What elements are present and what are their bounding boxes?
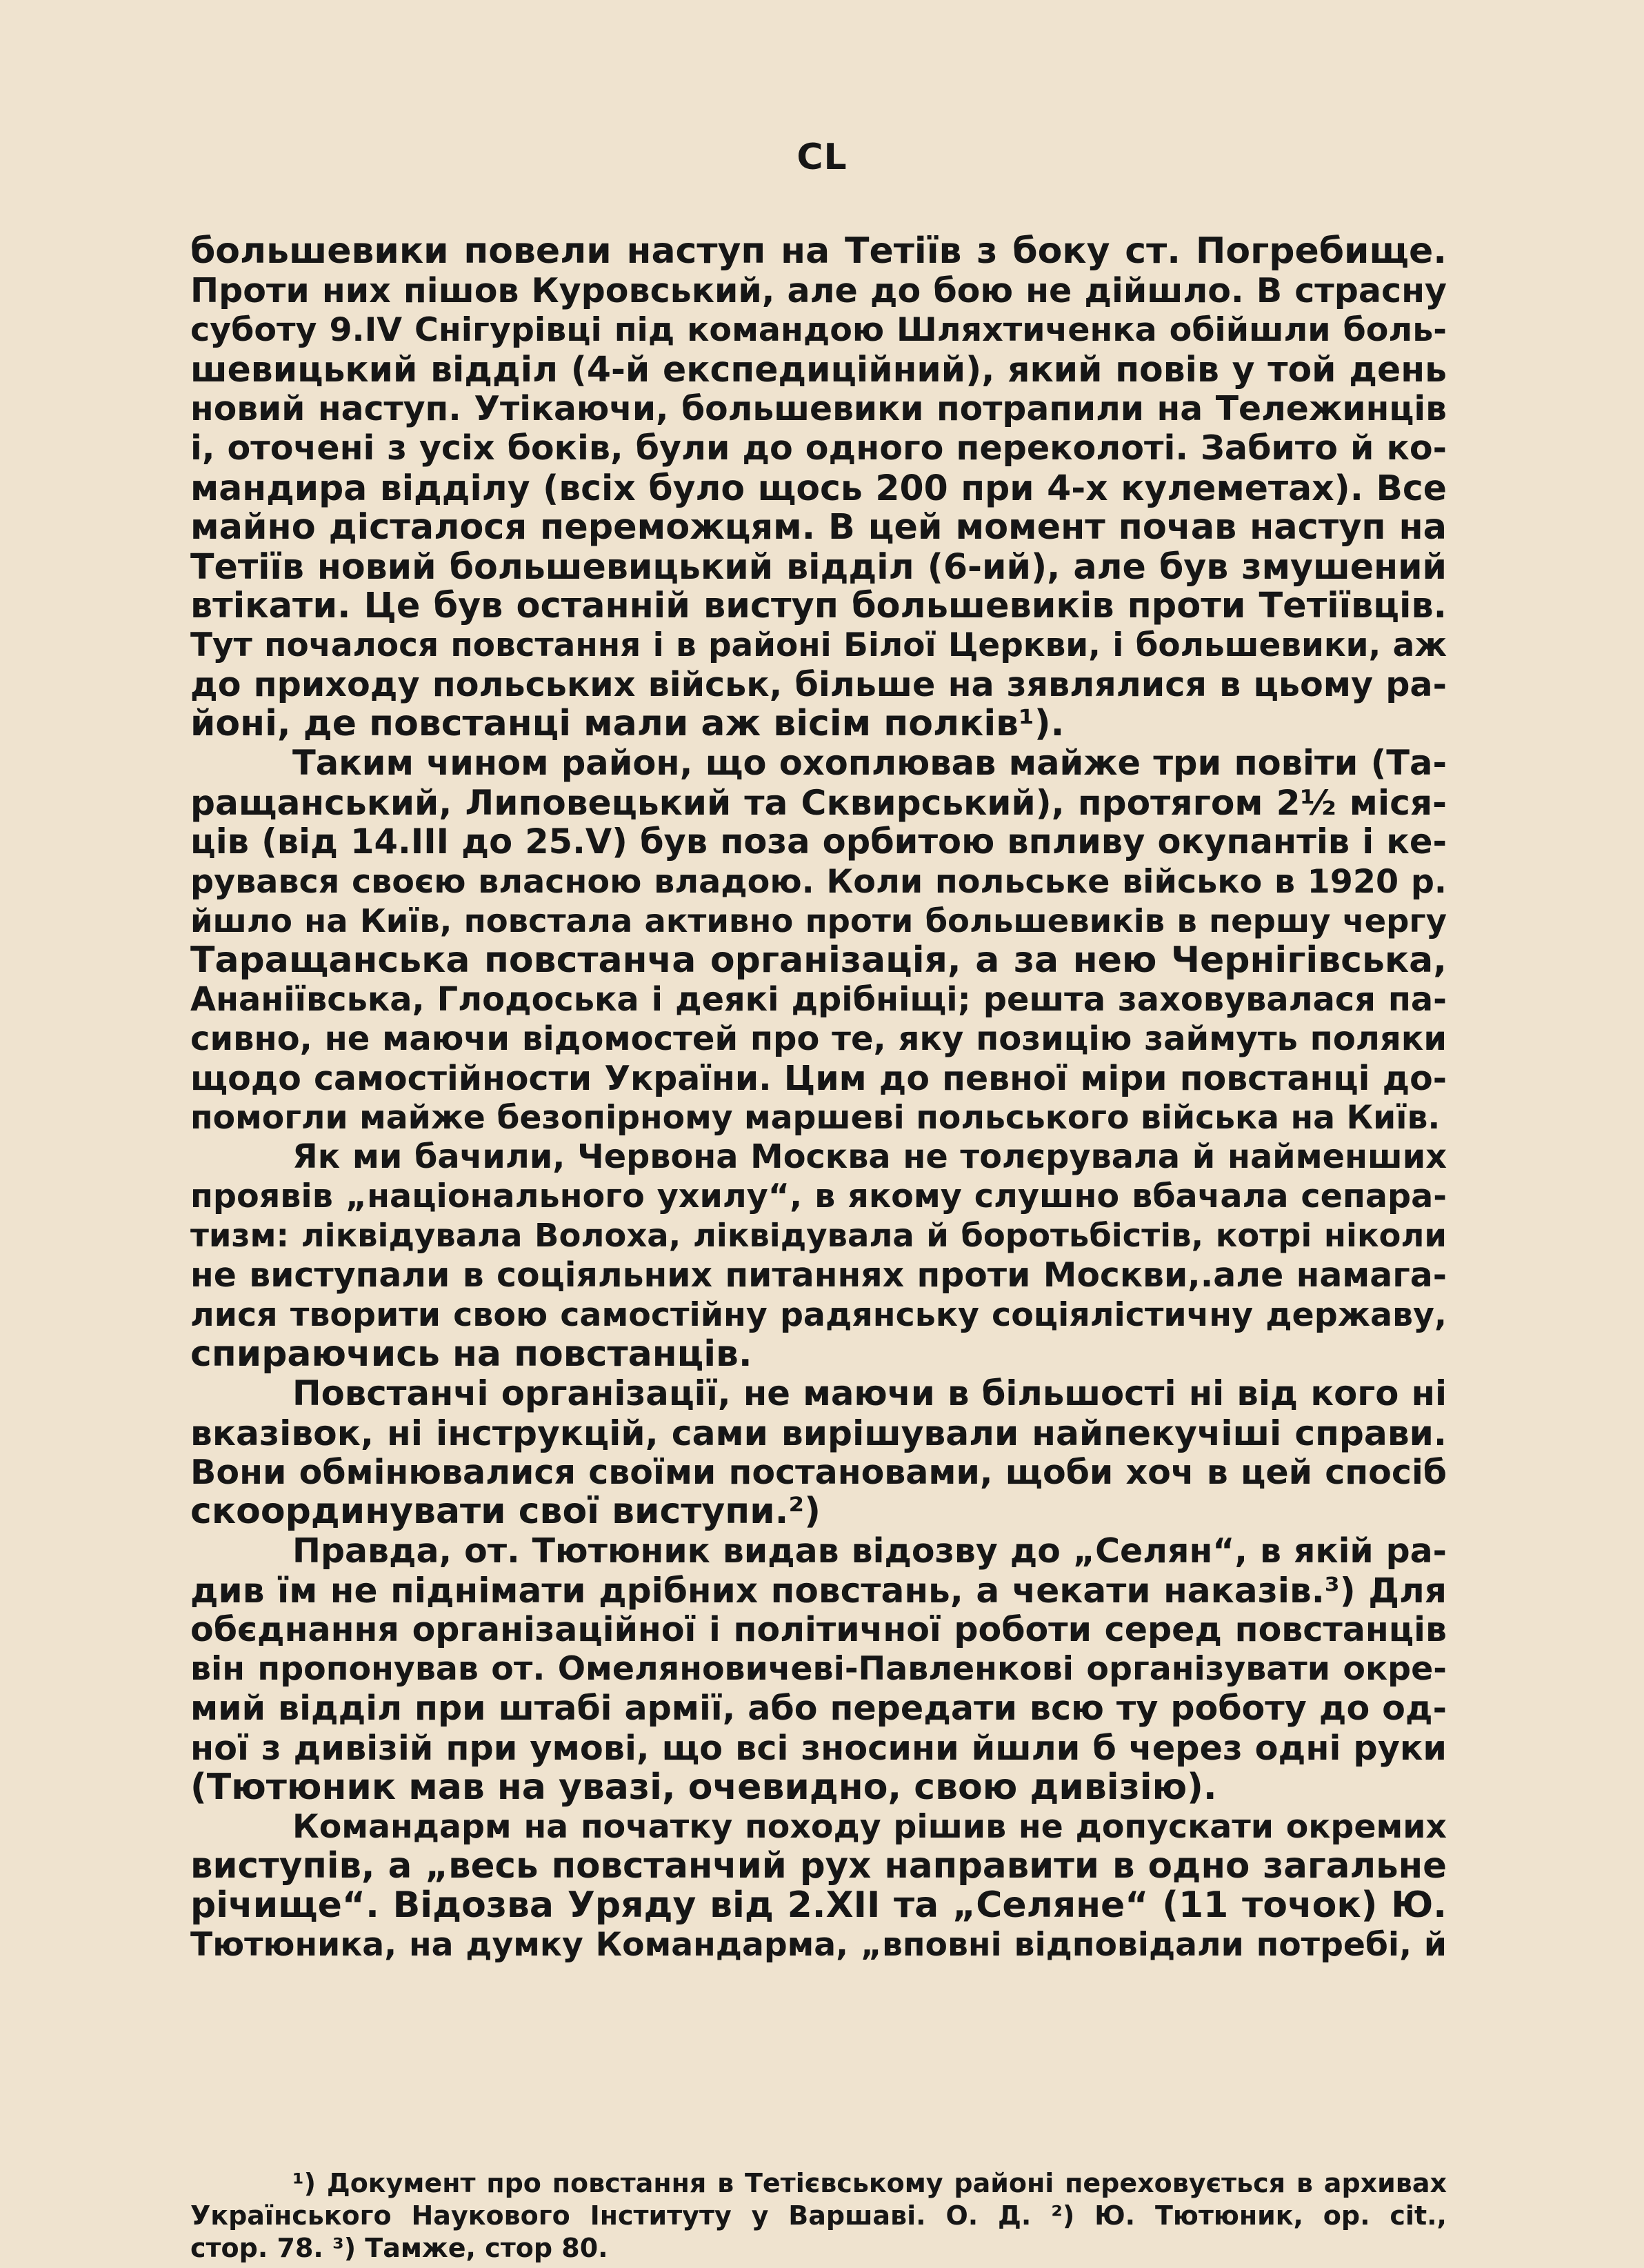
text-line: Повстанчі організації, не маючи в більшості ні від кого ні xyxy=(292,1373,1447,1413)
text-line: Таким чином район, що охоплював майже три повіти (Та- xyxy=(292,744,1447,784)
text-line: йоні, де повстанці мали аж вісім полків¹). xyxy=(190,704,1065,744)
text-line: скоординувати свої виступи.²) xyxy=(190,1492,821,1532)
footnote-line: Українського Наукового Інституту у Варшаві. О. Д. ²) Ю. Тютюник, ор. cit., xyxy=(190,2200,1447,2231)
text-line: і, оточені з усіх боків, були до одного переколоті. Забито й ко- xyxy=(190,428,1447,468)
footnote-line: стор. 78. ³) Тамже, стор 80. xyxy=(190,2233,608,2263)
text-line: до приходу польських військ, більше на зявлялися в цьому ра- xyxy=(190,665,1447,705)
text-line: вказівок, ні інструкцій, сами вирішували найпекучіші справи. xyxy=(190,1413,1447,1453)
text-line: большевики повели наступ на Тетіїв з боку ст. Погребище. xyxy=(190,232,1447,272)
text-line: суботу 9.IV Снігурівці під командою Шляхтиченка обійшли боль- xyxy=(190,311,1447,350)
text-line: Командарм на початку походу рішив не допускати окремих xyxy=(292,1807,1447,1846)
footnote-line: ¹) Документ про повстання в Тетієвському районі переховується в архивах xyxy=(292,2168,1447,2198)
text-line: виступів, а „весь повстанчий рух направити в одно загальне xyxy=(190,1846,1447,1886)
text-line: тизм: ліквідувала Волоха, ліквідувала й боротьбістів, котрі ніколи xyxy=(190,1217,1447,1255)
text-line: ців (від 14.III до 25.V) був поза орбитою впливу окупантів і ке- xyxy=(190,822,1447,862)
text-line: Як ми бачили, Червона Москва не толєрувала й найменших xyxy=(292,1138,1447,1177)
text-line: щодо самостійности України. Цим до певної міри повстанці до- xyxy=(190,1058,1447,1098)
text-line: Тут почалося повстання і в районі Білої Церкви, і большевики, аж xyxy=(190,626,1447,664)
text-line: мандира відділу (всіх було щось 200 при 4-х кулеметах). Все xyxy=(190,468,1447,508)
text-line: Ананіївська, Глодоська і деякі дрібніщі; решта заховувалася па- xyxy=(190,980,1447,1019)
text-line: йшло на Київ, повстала активно проти большевиків в першу чергу xyxy=(190,902,1447,939)
page-number: CL xyxy=(796,137,848,178)
text-line: рувався своєю власною владою. Коли польське військо в 1920 р. xyxy=(190,862,1447,901)
text-line: він пропонував от. Омеляновичеві-Павленкові організувати окре- xyxy=(190,1650,1447,1689)
text-line: лися творити свою самостійну радянську соціялістичну державу, xyxy=(190,1295,1447,1334)
text-line: спираючись на повстанців. xyxy=(190,1334,752,1374)
text-line: Тетіїв новий большевицький відділ (6-ий), але був змушений xyxy=(190,546,1447,586)
text-line: майно дісталося переможцям. В цей момент почав наступ на xyxy=(190,507,1447,547)
text-line: новий наступ. Утікаючи, большевики потрапили на Тележинців xyxy=(190,389,1447,429)
text-line: Проти них пішов Куровський, але до бою не дійшло. В страсну xyxy=(190,271,1447,311)
text-line: ращанський, Липовецький та Сквирський), протягом 2½ міся- xyxy=(190,783,1447,823)
text-line: мий відділ при штабі армії, або передати всю ту роботу до од- xyxy=(190,1689,1447,1729)
text-line: проявів „національного ухилу“, в якому слушно вбачала сепара- xyxy=(190,1177,1447,1216)
text-line: не виступали в соціяльних питаннях проти Москви,.але намага- xyxy=(190,1255,1447,1295)
text-line: ної з дивізій при умові, що всі зносини йшли б через одні руки xyxy=(190,1728,1447,1768)
text-line: сивно, не маючи відомостей про те, яку позицію займуть поляки xyxy=(190,1019,1447,1058)
text-line: Вони обмінювалися своїми постановами, щоби хоч в цей спосіб xyxy=(190,1452,1447,1492)
text-line: (Тютюник мав на увазі, очевидно, свою дивізію). xyxy=(190,1767,1217,1807)
text-line: втікати. Це був останній виступ большевиків проти Тетіївців. xyxy=(190,586,1447,626)
text-line: річище“. Відозва Уряду від 2.XII та „Селяне“ (11 точок) Ю. xyxy=(190,1885,1447,1926)
body-text xyxy=(190,232,1447,1964)
text-line: обєднання організаційної і політичної роботи серед повстанців xyxy=(190,1610,1447,1650)
text-line: шевицький відділ (4-й експедиційний), який повів у той день xyxy=(190,350,1447,390)
text-line: помогли майже безопірному маршеві польського війська на Київ. xyxy=(190,1099,1441,1137)
text-line: Таращанська повстанча організація, а за нею Чернігівська, xyxy=(190,940,1447,980)
text-line: Тютюника, на думку Командарма, „вповні відповідали потребі, й xyxy=(190,1926,1447,1964)
text-line: див їм не піднімати дрібних повстань, а чекати наказів.³) Для xyxy=(190,1571,1447,1611)
footnotes xyxy=(190,2167,1447,2265)
text-line: Правда, от. Тютюник видав відозву до „Селян“, в якій ра- xyxy=(292,1531,1447,1571)
